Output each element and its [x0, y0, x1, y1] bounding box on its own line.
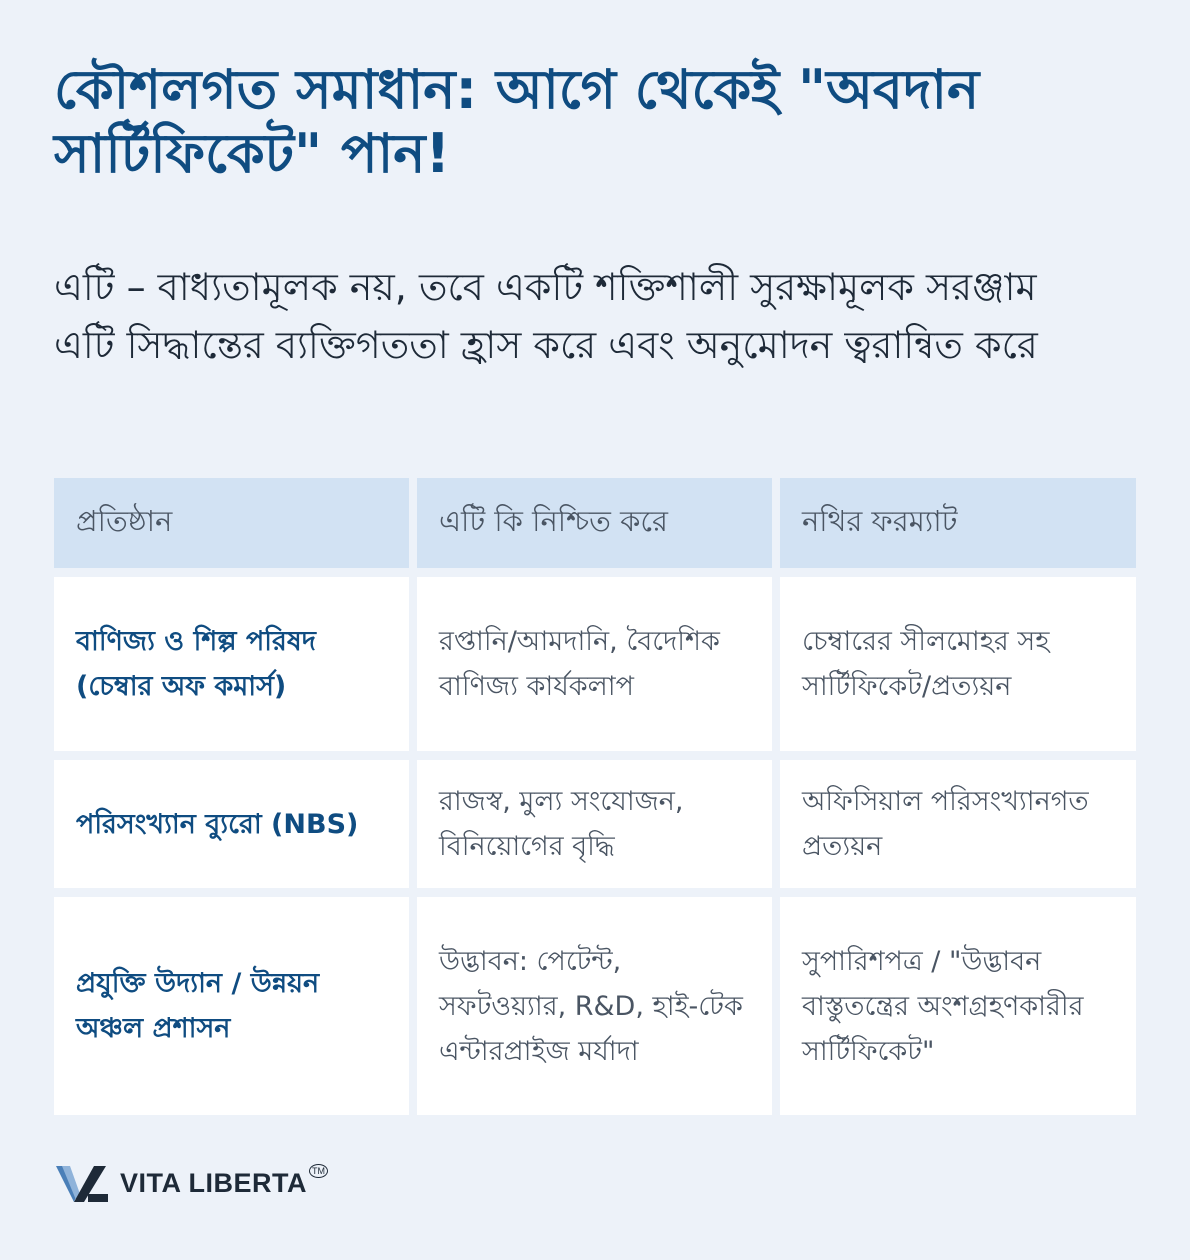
brand-logo [54, 1162, 328, 1204]
row-2-format: অফিসিয়াল পরিসংখ্যানগত প্রত্যয়ন [780, 760, 1136, 888]
row-2-institution: পরিসংখ্যান ব্যুরো (NBS) [54, 760, 409, 888]
subtitle-part-1: এটি – বাধ্যতামূলক নয়, তবে একটি শক্তিশালী সুরক্ষামূলক সরঞ্জাম [54, 265, 1037, 309]
trademark-mark: TM [309, 1164, 328, 1178]
row-1-institution: বাণিজ্য ও শিল্প পরিষদ (চেম্বার অফ কমার্স) [54, 577, 409, 751]
header-format: নথির ফরম্যাট [780, 478, 1136, 568]
row-2-confirms: রাজস্ব, মুল্য সংযোজন, বিনিয়োগের বৃদ্ধি [417, 760, 772, 888]
header-institution: প্রতিষ্ঠান [54, 478, 409, 568]
row-3-format: সুপারিশপত্র / "উদ্ভাবন বাস্তুতন্ত্রের অংশগ্রহণকারীর সার্টিফিকেট" [780, 897, 1136, 1115]
row-3-institution: প্রযুক্তি উদ্যান / উন্নয়ন অঞ্চল প্রশাসন [54, 897, 409, 1115]
brand-name: VITA LIBERTA [120, 1167, 307, 1198]
header-confirms: এটি কি নিশ্চিত করে [417, 478, 772, 568]
subtitle-part-2: এটি সিদ্ধান্তের ব্যক্তিগততা হ্রাস করে এবং অনুমোদন ত্বরান্বিত করে [54, 323, 1038, 367]
institutions-table [54, 478, 1136, 1115]
row-1-confirms: রপ্তানি/আমদানি, বৈদেশিক বাণিজ্য কার্যকলাপ [417, 577, 772, 751]
row-3-confirms: উদ্ভাবন: পেটেন্ট, সফটওয়্যার, R&D, হাই-টেক এন্টারপ্রাইজ মর্যাদা [417, 897, 772, 1115]
page-title: কৌশলগত সমাধান: আগে থেকেই "অবদান সার্টিফিকেট" পান! [54, 58, 980, 185]
subtitle [54, 258, 1114, 374]
vita-liberta-logo-icon [54, 1162, 110, 1204]
row-1-format: চেম্বারের সীলমোহর সহ সার্টিফিকেট/প্রত্যয়ন [780, 577, 1136, 751]
